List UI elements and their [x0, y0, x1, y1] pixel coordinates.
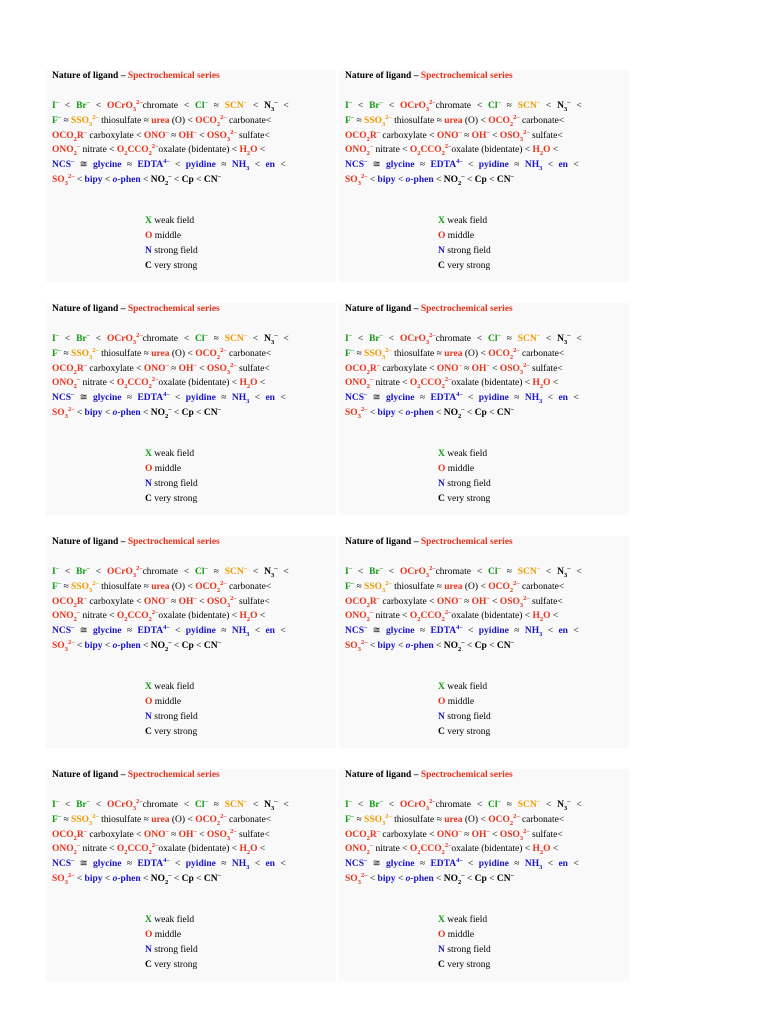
series-line-5: NCS– ≅ glycine ≈ $EDTA^{4-}$ < pyidine ≈ $NH_3$ < en <	[52, 391, 286, 406]
series-line-4: $ONO_2^-$ nitrate < $O_2CCO_2^{2-}oxalate$ (bidentate) < $H_2O$ <	[52, 609, 266, 624]
legend-item-very-strong: C very strong	[145, 260, 198, 271]
series-line-2: $F^- \approx SSO_3^{2-}$ thiosulfate ≈ urea $(O) < OCO_2^{2-}$ carbonate<	[52, 812, 272, 827]
series-line-4: $ONO_2^-$ nitrate < $O_2CCO_2^{2-}oxalate$ (bidentate) < $H_2O$ <	[345, 143, 559, 158]
legend-item-strong: N strong field	[438, 245, 491, 256]
legend-item-weak: X weak field	[145, 448, 195, 459]
series-line-6: $SO_3^{2-}$ < bipy < o-phen < $NO_2^- < Cp < CN^-$	[52, 172, 221, 187]
series-line-1: I– < Br– < OCrO$_3^{2-}$chromate < $Cl^- \approx SCN^- < N_3^-$ <	[345, 564, 582, 579]
field-strength-legend	[145, 680, 336, 740]
title-dash: –	[411, 304, 421, 314]
series-line-2: $F^- \approx SSO_3^{2-}$ thiosulfate ≈ urea $(O) < OCO_2^{2-}$ carbonate<	[345, 579, 565, 594]
spectrochemical-series	[52, 565, 336, 654]
series-line-4: $ONO_2^-$ nitrate < $O_2CCO_2^{2-}oxalate$ (bidentate) < $H_2O$ <	[345, 376, 559, 391]
series-line-2: $F^- \approx SSO_3^{2-}$ thiosulfate ≈ urea $(O) < OCO_2^{2-}$ carbonate<	[52, 113, 272, 128]
series-line-1: I– < Br– < OCrO$_3^{2-}$chromate < $Cl^- \approx SCN^- < N_3^-$ <	[345, 331, 582, 346]
series-line-4: $ONO_2^-$ nitrate < $O_2CCO_2^{2-}oxalate$ (bidentate) < $H_2O$ <	[52, 842, 266, 857]
legend-item-middle: O middle	[145, 463, 182, 474]
legend-item-very-strong: C very strong	[145, 726, 198, 737]
title-main: Nature of ligand	[345, 537, 412, 547]
title-sub: Spectrochemical series	[420, 71, 513, 81]
legend-item-very-strong: C very strong	[438, 959, 491, 970]
series-line-5: NCS– ≅ glycine ≈ $EDTA^{4-}$ < pyidine ≈ $NH_3$ < en <	[345, 857, 579, 872]
spectrochemical-series	[345, 798, 629, 887]
series-card-4	[339, 303, 629, 515]
field-strength-legend	[438, 913, 629, 973]
pyidine-label: pyidine	[478, 160, 509, 171]
spectrochemical-series	[345, 565, 629, 654]
legend-item-strong: N strong field	[145, 944, 198, 955]
title-dash: –	[411, 537, 421, 547]
spectrochemical-series	[345, 99, 629, 188]
series-line-5: NCS– ≅ glycine ≈ $EDTA^{4-}$ < pyidine ≈ $NH_3$ < en <	[345, 158, 579, 173]
series-line-3: $OCO_2R^-$ carboxylate < $ONO^- \approx OH^- < OSO_3^{2-}$ sulfate<	[52, 594, 270, 609]
legend-item-middle: O middle	[438, 230, 475, 241]
pyidine-label: pyidine	[478, 626, 509, 637]
title-dash: –	[411, 71, 421, 81]
title-sub: Spectrochemical series	[127, 537, 220, 547]
field-strength-legend	[438, 214, 629, 274]
series-line-3: $OCO_2R^-$ carboxylate < $ONO^- \approx OH^- < OSO_3^{2-}$ sulfate<	[345, 827, 563, 842]
legend-item-weak: X weak field	[438, 215, 488, 226]
title-sub: Spectrochemical series	[127, 770, 220, 780]
pyidine-label: pyidine	[478, 859, 509, 870]
pyidine-label: pyidine	[185, 393, 216, 404]
spectrochemical-series	[52, 99, 336, 188]
title-main: Nature of ligand	[52, 304, 119, 314]
title-main: Nature of ligand	[345, 71, 412, 81]
card-title	[52, 769, 336, 781]
series-line-2: $F^- \approx SSO_3^{2-}$ thiosulfate ≈ urea $(O) < OCO_2^{2-}$ carbonate<	[345, 812, 565, 827]
series-line-3: $OCO_2R^-$ carboxylate < $ONO^- \approx OH^- < OSO_3^{2-}$ sulfate<	[345, 594, 563, 609]
series-line-6: $SO_3^{2-}$ < bipy < o-phen < $NO_2^- < Cp < CN^-$	[345, 871, 514, 886]
title-main: Nature of ligand	[345, 304, 412, 314]
legend-item-strong: N strong field	[145, 245, 198, 256]
card-title	[345, 536, 629, 548]
series-line-4: $ONO_2^-$ nitrate < $O_2CCO_2^{2-}oxalate$ (bidentate) < $H_2O$ <	[345, 842, 559, 857]
title-sub: Spectrochemical series	[420, 770, 513, 780]
legend-item-middle: O middle	[438, 929, 475, 940]
field-strength-legend	[145, 913, 336, 973]
pyidine-label: pyidine	[185, 859, 216, 870]
legend-item-very-strong: C very strong	[438, 493, 491, 504]
legend-item-very-strong: C very strong	[438, 260, 491, 271]
series-line-6: $SO_3^{2-}$ < bipy < o-phen < $NO_2^- < Cp < CN^-$	[52, 405, 221, 420]
series-line-5: NCS– ≅ glycine ≈ $EDTA^{4-}$ < pyidine ≈ $NH_3$ < en <	[52, 857, 286, 872]
series-line-6: $SO_3^{2-}$ < bipy < o-phen < $NO_2^- < Cp < CN^-$	[52, 638, 221, 653]
legend-item-weak: X weak field	[145, 914, 195, 925]
card-title	[345, 303, 629, 315]
series-line-2: $F^- \approx SSO_3^{2-}$ thiosulfate ≈ urea $(O) < OCO_2^{2-}$ carbonate<	[345, 346, 565, 361]
legend-item-middle: O middle	[438, 696, 475, 707]
legend-item-weak: X weak field	[145, 681, 195, 692]
field-strength-legend	[438, 680, 629, 740]
series-card-8	[339, 769, 629, 981]
legend-item-middle: O middle	[438, 463, 475, 474]
series-card-2	[339, 70, 629, 282]
field-strength-legend	[438, 447, 629, 507]
title-sub: Spectrochemical series	[420, 304, 513, 314]
spectrochemical-series	[52, 332, 336, 421]
legend-item-middle: O middle	[145, 929, 182, 940]
series-card-6	[339, 536, 629, 748]
legend-item-very-strong: C very strong	[438, 726, 491, 737]
title-dash: –	[118, 71, 128, 81]
legend-item-weak: X weak field	[438, 914, 488, 925]
series-line-1: I– < Br– < OCrO$_3^{2-}$chromate < $Cl^- \approx SCN^- < N_3^-$ <	[345, 98, 582, 113]
title-sub: Spectrochemical series	[127, 71, 220, 81]
legend-item-strong: N strong field	[438, 711, 491, 722]
legend-item-strong: N strong field	[438, 478, 491, 489]
series-line-4: $ONO_2^-$ nitrate < $O_2CCO_2^{2-}oxalate$ (bidentate) < $H_2O$ <	[52, 376, 266, 391]
title-sub: Spectrochemical series	[127, 304, 220, 314]
legend-item-weak: X weak field	[438, 681, 488, 692]
series-line-3: $OCO_2R^-$ carboxylate < $ONO^- \approx OH^- < OSO_3^{2-}$ sulfate<	[345, 361, 563, 376]
series-line-2: $F^- \approx SSO_3^{2-}$ thiosulfate ≈ urea $(O) < OCO_2^{2-}$ carbonate<	[52, 346, 272, 361]
series-line-6: $SO_3^{2-}$ < bipy < o-phen < $NO_2^- < Cp < CN^-$	[345, 638, 514, 653]
pyidine-label: pyidine	[185, 160, 216, 171]
pyidine-label: pyidine	[185, 626, 216, 637]
title-dash: –	[118, 537, 128, 547]
series-line-5: NCS– ≅ glycine ≈ $EDTA^{4-}$ < pyidine ≈ $NH_3$ < en <	[345, 391, 579, 406]
field-strength-legend	[145, 214, 336, 274]
spectrochemical-series	[345, 332, 629, 421]
card-title	[52, 303, 336, 315]
title-main: Nature of ligand	[345, 770, 412, 780]
spectrochemical-series	[52, 798, 336, 887]
legend-item-very-strong: C very strong	[145, 959, 198, 970]
series-line-4: $ONO_2^-$ nitrate < $O_2CCO_2^{2-}oxalate$ (bidentate) < $H_2O$ <	[345, 609, 559, 624]
series-line-1: I– < Br– < OCrO$_3^{2-}$chromate < $Cl^- \approx SCN^- < N_3^-$ <	[345, 797, 582, 812]
series-line-1: I– < Br– < OCrO$_3^{2-}$chromate < $Cl^- \approx SCN^- < N_3^-$ <	[52, 797, 289, 812]
title-main: Nature of ligand	[52, 71, 119, 81]
card-title	[52, 70, 336, 82]
series-card-5	[46, 536, 336, 748]
legend-item-strong: N strong field	[438, 944, 491, 955]
series-line-2: $F^- \approx SSO_3^{2-}$ thiosulfate ≈ urea $(O) < OCO_2^{2-}$ carbonate<	[52, 579, 272, 594]
series-line-1: I– < Br– < OCrO$_3^{2-}$chromate < $Cl^- \approx SCN^- < N_3^-$ <	[52, 98, 289, 113]
series-line-5: NCS– ≅ glycine ≈ $EDTA^{4-}$ < pyidine ≈ $NH_3$ < en <	[52, 158, 286, 173]
field-strength-legend	[145, 447, 336, 507]
series-card-3	[46, 303, 336, 515]
legend-item-strong: N strong field	[145, 478, 198, 489]
legend-item-middle: O middle	[145, 696, 182, 707]
series-line-3: $OCO_2R^-$ carboxylate < $ONO^- \approx OH^- < OSO_3^{2-}$ sulfate<	[52, 128, 270, 143]
series-line-6: $SO_3^{2-}$ < bipy < o-phen < $NO_2^- < Cp < CN^-$	[345, 172, 514, 187]
title-dash: –	[411, 770, 421, 780]
title-dash: –	[118, 304, 128, 314]
series-line-1: I– < Br– < OCrO$_3^{2-}$chromate < $Cl^- \approx SCN^- < N_3^-$ <	[52, 331, 289, 346]
card-title	[345, 769, 629, 781]
series-card-7	[46, 769, 336, 981]
series-line-3: $OCO_2R^-$ carboxylate < $ONO^- \approx OH^- < OSO_3^{2-}$ sulfate<	[345, 128, 563, 143]
series-card-1	[46, 70, 336, 282]
series-line-3: $OCO_2R^-$ carboxylate < $ONO^- \approx OH^- < OSO_3^{2-}$ sulfate<	[52, 361, 270, 376]
series-line-5: NCS– ≅ glycine ≈ $EDTA^{4-}$ < pyidine ≈ $NH_3$ < en <	[52, 624, 286, 639]
series-line-4: $ONO_2^-$ nitrate < $O_2CCO_2^{2-}oxalate$ (bidentate) < $H_2O$ <	[52, 143, 266, 158]
series-line-1: I– < Br– < OCrO$_3^{2-}$chromate < $Cl^- \approx SCN^- < N_3^-$ <	[52, 564, 289, 579]
title-dash: –	[118, 770, 128, 780]
series-line-6: $SO_3^{2-}$ < bipy < o-phen < $NO_2^- < Cp < CN^-$	[52, 871, 221, 886]
series-line-2: $F^- \approx SSO_3^{2-}$ thiosulfate ≈ urea $(O) < OCO_2^{2-}$ carbonate<	[345, 113, 565, 128]
legend-item-weak: X weak field	[145, 215, 195, 226]
legend-item-strong: N strong field	[145, 711, 198, 722]
pyidine-label: pyidine	[478, 393, 509, 404]
title-main: Nature of ligand	[52, 537, 119, 547]
legend-item-middle: O middle	[145, 230, 182, 241]
card-title	[345, 70, 629, 82]
series-line-5: NCS– ≅ glycine ≈ $EDTA^{4-}$ < pyidine ≈ $NH_3$ < en <	[345, 624, 579, 639]
card-title	[52, 536, 336, 548]
series-line-3: $OCO_2R^-$ carboxylate < $ONO^- \approx OH^- < OSO_3^{2-}$ sulfate<	[52, 827, 270, 842]
series-line-6: $SO_3^{2-}$ < bipy < o-phen < $NO_2^- < Cp < CN^-$	[345, 405, 514, 420]
title-main: Nature of ligand	[52, 770, 119, 780]
title-sub: Spectrochemical series	[420, 537, 513, 547]
legend-item-weak: X weak field	[438, 448, 488, 459]
legend-item-very-strong: C very strong	[145, 493, 198, 504]
